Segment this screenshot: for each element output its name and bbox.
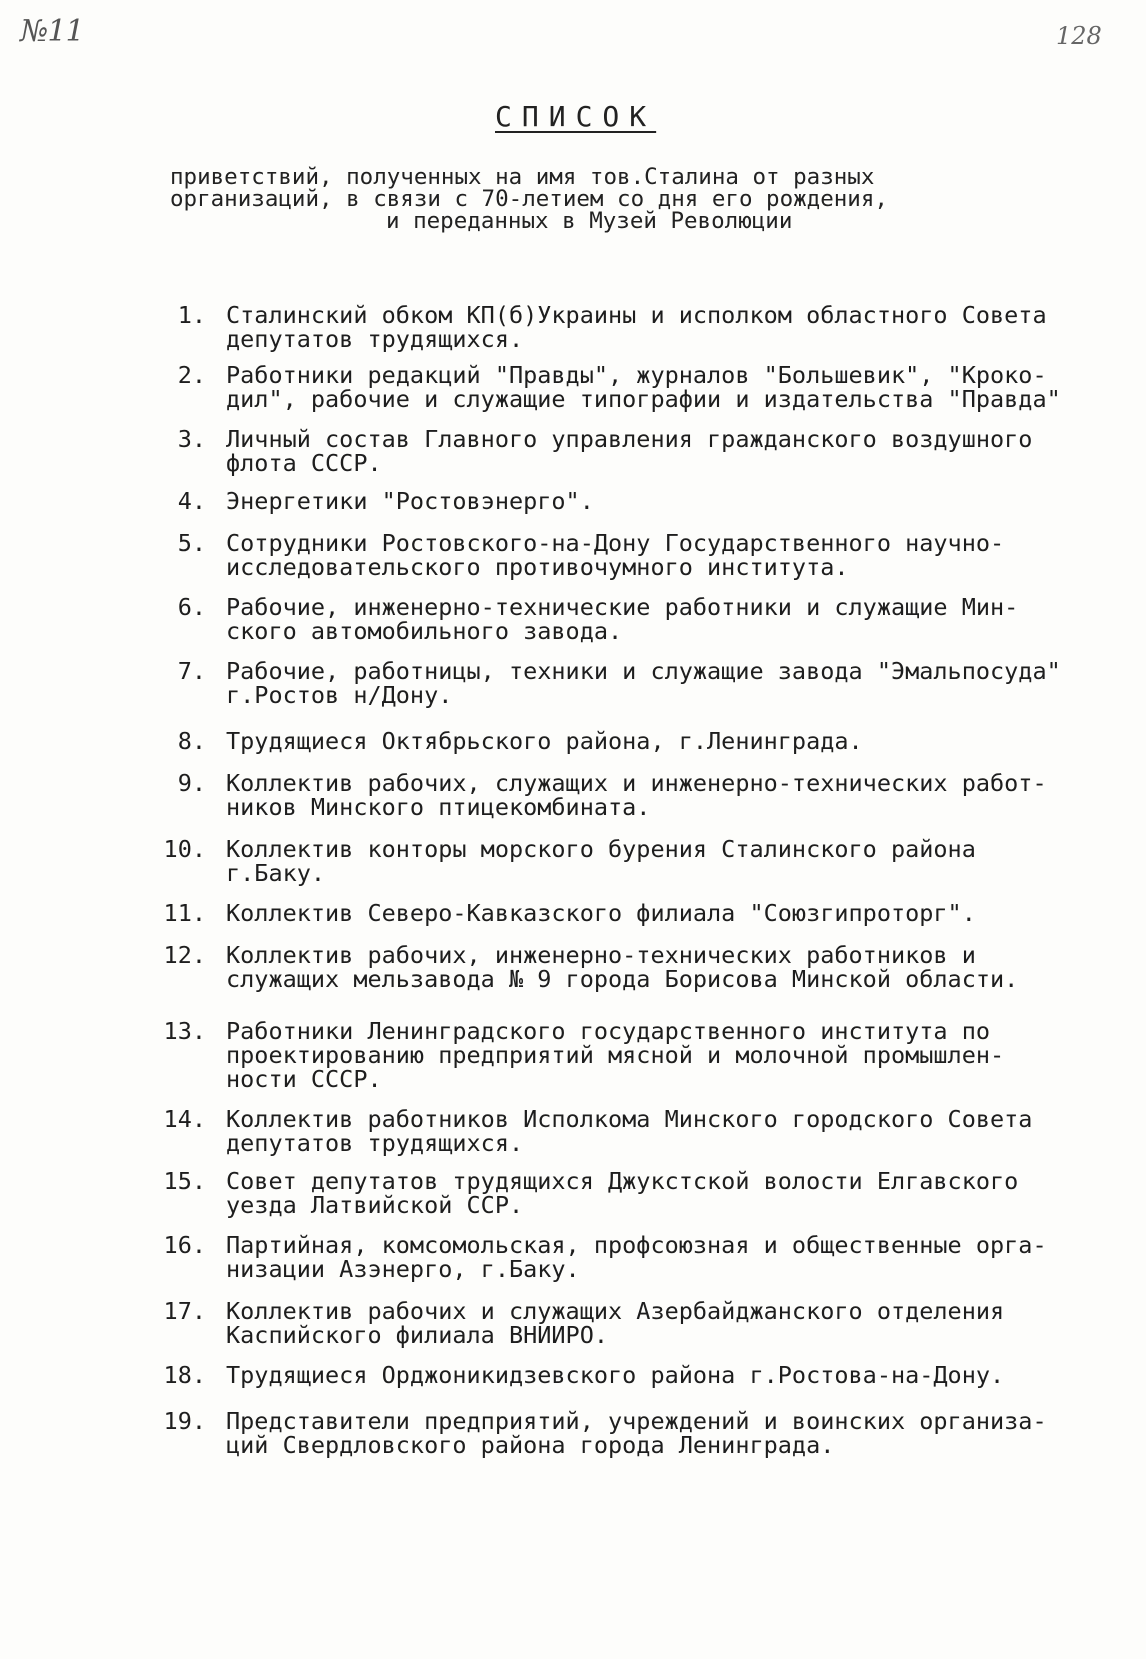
list-item-text: Представители предприятий, учреждений и воинских организа-	[226, 1407, 1047, 1435]
list-item-number: 3.	[177, 425, 206, 453]
list-item-text: Работники Ленинградского государственного института по	[226, 1017, 991, 1045]
list-item-text: Коллектив рабочих, служащих и инженерно-технических работ-	[226, 769, 1047, 797]
list-item-text: флота СССР.	[226, 449, 382, 477]
document-subtitle	[170, 166, 1000, 232]
list-item-text: Коллектив рабочих, инженерно-технических работников и	[226, 941, 976, 969]
list-item-text: Коллектив Северо-Кавказского филиала "Союзгипроторг".	[226, 899, 976, 927]
list-item-number: 12.	[163, 941, 206, 969]
list-item-text: Трудящиеся Орджоникидзевского района г.Ростова-на-Дону.	[226, 1361, 1005, 1389]
list-item-text: служащих мельзавода № 9 города Борисова Минской области.	[226, 965, 1019, 993]
list-item-text: Работники редакций "Правды", журналов "Большевик", "Кроко-	[226, 361, 1047, 389]
list-item-number: 17.	[163, 1297, 206, 1325]
list-item-number: 5.	[177, 529, 206, 557]
list-item-text: ского автомобильного завода.	[226, 617, 623, 645]
list-item-number: 18.	[163, 1361, 206, 1389]
list-item-text: Сталинский обком КП(б)Украины и исполком областного Совета	[226, 301, 1047, 329]
list-item-text: г.Баку.	[226, 859, 326, 887]
list-item-text: уезда Латвийской ССР.	[226, 1191, 524, 1219]
list-item-number: 10.	[163, 835, 206, 863]
list-item-text: Рабочие, инженерно-технические работники и служащие Мин-	[226, 593, 1019, 621]
list-item-text: Личный состав Главного управления гражданского воздушного	[226, 425, 1033, 453]
list-item-text: дил", рабочие и служащие типографии и издательства "Правда"	[226, 385, 1061, 413]
list-item-text: г.Ростов н/Дону.	[226, 681, 453, 709]
list-item-number: 9.	[177, 769, 206, 797]
list-item-text: Коллектив конторы морского бурения Сталинского района	[226, 835, 976, 863]
list-item-number: 16.	[163, 1231, 206, 1259]
list-item-text: депутатов трудящихся.	[226, 1129, 524, 1157]
list-item-number: 7.	[177, 657, 206, 685]
page-number: 128	[1056, 22, 1102, 50]
list-item-number: 6.	[177, 593, 206, 621]
list-item-number: 19.	[163, 1407, 206, 1435]
list-item-text: Энергетики "Ростовэнерго".	[226, 487, 594, 515]
subtitle-line: организаций, в связи с 70-летием со дня его рождения,	[170, 186, 888, 212]
list-item-text: Каспийского филиала ВНИИРО.	[226, 1321, 609, 1349]
list-item-number: 15.	[163, 1167, 206, 1195]
subtitle-line: и переданных в Музей Революции	[386, 208, 793, 234]
list-item-text: проектированию предприятий мясной и молочной промышлен-	[226, 1041, 1005, 1069]
list-item-text: ций Свердловского района города Ленинграда.	[226, 1431, 835, 1459]
list-item-text: Коллектив работников Исполкома Минского городского Совета	[226, 1105, 1033, 1133]
list-item-text: Совет депутатов трудящихся Джукстской волости Елгавского	[226, 1167, 1019, 1195]
list-item-number: 2.	[177, 361, 206, 389]
list-item-text: исследовательского противочумного института.	[226, 553, 849, 581]
list-item-text: ников Минского птицекомбината.	[226, 793, 651, 821]
subtitle-line: приветствий, полученных на имя тов.Сталина от разных	[170, 164, 875, 190]
list-item-text: Рабочие, работницы, техники и служащие завода "Эмальпосуда"	[226, 657, 1061, 685]
list-item-number: 11.	[163, 899, 206, 927]
list-item-number: 4.	[177, 487, 206, 515]
list-item-text: низации Азэнерго, г.Баку.	[226, 1255, 580, 1283]
document-title: СПИСОК	[495, 100, 657, 133]
list-item-text: Трудящиеся Октябрьского района, г.Ленинграда.	[226, 727, 863, 755]
list-item-text: Сотрудники Ростовского-на-Дону Государственного научно-	[226, 529, 1005, 557]
list-item-text: ности СССР.	[226, 1065, 382, 1093]
handwritten-mark: №11	[20, 14, 84, 49]
list-item-number: 8.	[177, 727, 206, 755]
list-item-number: 13.	[163, 1017, 206, 1045]
list-item-text: Коллектив рабочих и служащих Азербайджанского отделения	[226, 1297, 1005, 1325]
list-item-text: Партийная, комсомольская, профсоюзная и общественные орга-	[226, 1231, 1047, 1259]
list-item-text: депутатов трудящихся.	[226, 325, 524, 353]
list-item-number: 1.	[177, 301, 206, 329]
list-item-number: 14.	[163, 1105, 206, 1133]
